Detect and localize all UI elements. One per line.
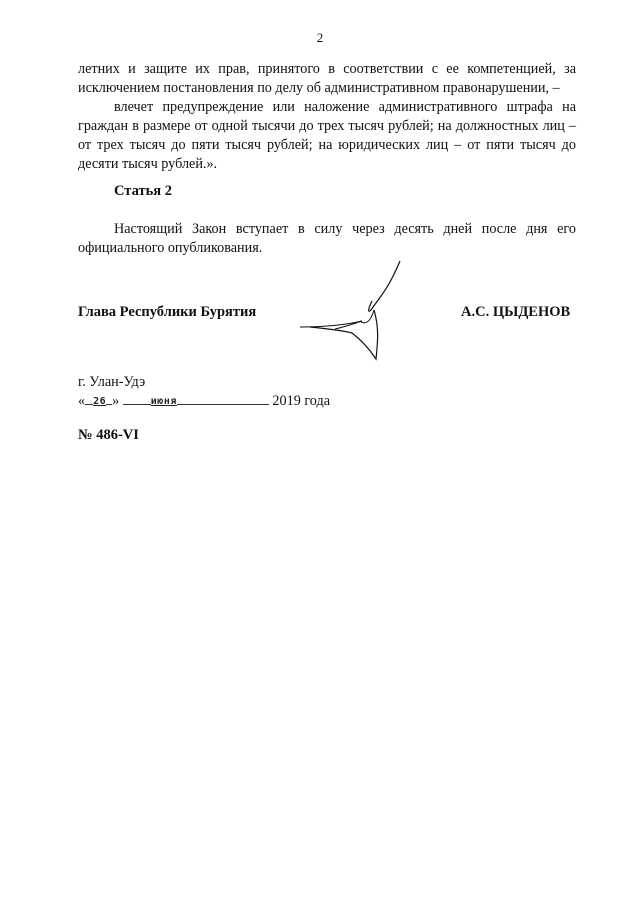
page-number: 2 (316, 30, 324, 45)
paragraph-penalty-text: влечет предупреждение или наложение административного штрафа на граждан в размере от одной тысячи до трех тысяч рублей; на должностных лиц – от трех тысяч до пяти тысяч рублей; на юридических лиц – от пяти тысяч до десяти тысяч рублей.». (78, 99, 576, 172)
date-open-quote: « (78, 393, 86, 409)
place-of-signing: г. Улан-Удэ (78, 374, 146, 390)
date-day: 26 (93, 396, 107, 407)
date-month: июня (150, 396, 177, 407)
date-close-quote: » (112, 393, 120, 409)
article-heading: Статья 2 (114, 183, 172, 199)
paragraph-continuation (78, 60, 576, 98)
signer-title: Глава Республики Бурятия (78, 304, 257, 320)
paragraph-continuation-text: летних и защите их прав, принятого в соответствии с ее компетенцией, за исключением постановления по делу об административном правонарушении, – (78, 61, 576, 96)
signer-name: А.С. ЦЫДЕНОВ (461, 304, 571, 320)
paragraph-effect-text: Настоящий Закон вступает в силу через десять дней после дня его официального опубликования. (78, 221, 576, 256)
document-number: № 486-VI (78, 427, 139, 443)
paragraph-penalty (78, 98, 576, 174)
paragraph-effect (78, 220, 576, 258)
date-year: 2019 года (272, 393, 331, 409)
date-line (78, 392, 330, 410)
handwritten-signature (290, 255, 420, 370)
